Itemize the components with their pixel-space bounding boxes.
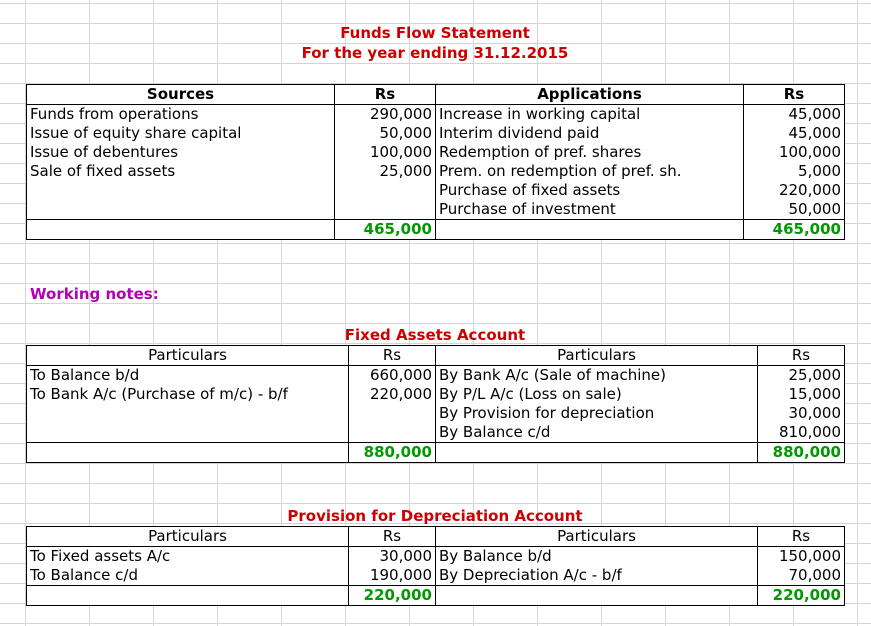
- table-row: [27, 162, 845, 181]
- table-row: [27, 566, 845, 586]
- source-amount: 100,000: [335, 143, 436, 162]
- funds-flow-table: [26, 84, 845, 240]
- application-amount: 5,000: [744, 162, 845, 181]
- table-row: [27, 547, 845, 567]
- provision-title: Provision for Depreciation Account: [287, 507, 583, 525]
- source-label: [27, 181, 335, 200]
- header-rs-right: Rs: [744, 85, 845, 105]
- debit-particular: To Balance b/d: [27, 366, 349, 386]
- debit-amount: [349, 404, 436, 423]
- debit-particular: To Bank A/c (Purchase of m/c) - b/f: [27, 385, 349, 404]
- credit-particular: By P/L A/c (Loss on sale): [436, 385, 758, 404]
- application-label: Purchase of fixed assets: [436, 181, 744, 200]
- application-label: Interim dividend paid: [436, 124, 744, 143]
- debit-particular: [27, 404, 349, 423]
- header-particulars-left: Particulars: [27, 527, 349, 547]
- application-label: Purchase of investment: [436, 200, 744, 220]
- application-amount: 100,000: [744, 143, 845, 162]
- fixed-assets-title: Fixed Assets Account: [344, 326, 526, 344]
- application-label: Prem. on redemption of pref. sh.: [436, 162, 744, 181]
- debit-particular: [27, 423, 349, 443]
- source-label: Funds from operations: [27, 105, 335, 125]
- credit-particular: By Balance c/d: [436, 423, 758, 443]
- credit-amount: 810,000: [758, 423, 845, 443]
- table-row: [27, 385, 845, 404]
- source-amount: 290,000: [335, 105, 436, 125]
- total-row: [27, 586, 845, 606]
- header-rs-left: Rs: [349, 527, 436, 547]
- total-right: 465,000: [744, 220, 845, 240]
- credit-particular: By Provision for depreciation: [436, 404, 758, 423]
- fixed-assets-table: [26, 345, 845, 463]
- credit-particular: By Balance b/d: [436, 547, 758, 567]
- application-label: Redemption of pref. shares: [436, 143, 744, 162]
- source-label: Issue of debentures: [27, 143, 335, 162]
- source-amount: [335, 181, 436, 200]
- funds-flow-title: Funds Flow Statement: [340, 24, 530, 42]
- header-particulars-left: Particulars: [27, 346, 349, 366]
- debit-particular: To Fixed assets A/c: [27, 547, 349, 567]
- table-row: [27, 105, 845, 125]
- debit-amount: 220,000: [349, 385, 436, 404]
- header-rs-right: Rs: [758, 346, 845, 366]
- table-row: [27, 423, 845, 443]
- total-right: 220,000: [758, 586, 845, 606]
- table-row: [27, 404, 845, 423]
- application-amount: 220,000: [744, 181, 845, 200]
- provision-table: [26, 526, 845, 606]
- total-row: [27, 443, 845, 463]
- source-amount: 25,000: [335, 162, 436, 181]
- credit-amount: 70,000: [758, 566, 845, 586]
- source-label: Sale of fixed assets: [27, 162, 335, 181]
- debit-amount: [349, 423, 436, 443]
- header-rs-right: Rs: [758, 527, 845, 547]
- header-sources: Sources: [27, 85, 335, 105]
- debit-amount: 190,000: [349, 566, 436, 586]
- table-header-row: [27, 346, 845, 366]
- header-rs-left: Rs: [349, 346, 436, 366]
- table-header-row: [27, 85, 845, 105]
- application-amount: 45,000: [744, 105, 845, 125]
- source-amount: [335, 200, 436, 220]
- credit-particular: By Bank A/c (Sale of machine): [436, 366, 758, 386]
- credit-amount: 150,000: [758, 547, 845, 567]
- application-amount: 50,000: [744, 200, 845, 220]
- credit-amount: 30,000: [758, 404, 845, 423]
- total-left: 220,000: [349, 586, 436, 606]
- application-label: Increase in working capital: [436, 105, 744, 125]
- debit-amount: 660,000: [349, 366, 436, 386]
- credit-amount: 15,000: [758, 385, 845, 404]
- working-notes-label: Working notes:: [30, 285, 159, 303]
- source-label: [27, 200, 335, 220]
- header-particulars-right: Particulars: [436, 346, 758, 366]
- header-particulars-right: Particulars: [436, 527, 758, 547]
- total-left: 880,000: [349, 443, 436, 463]
- total-left: 465,000: [335, 220, 436, 240]
- table-header-row: [27, 527, 845, 547]
- source-label: Issue of equity share capital: [27, 124, 335, 143]
- header-applications: Applications: [436, 85, 744, 105]
- debit-amount: 30,000: [349, 547, 436, 567]
- total-row: [27, 220, 845, 240]
- funds-flow-subtitle: For the year ending 31.12.2015: [301, 44, 569, 62]
- debit-particular: To Balance c/d: [27, 566, 349, 586]
- table-row: [27, 181, 845, 200]
- table-row: [27, 124, 845, 143]
- table-row: [27, 143, 845, 162]
- credit-amount: 25,000: [758, 366, 845, 386]
- credit-particular: By Depreciation A/c - b/f: [436, 566, 758, 586]
- table-row: [27, 200, 845, 220]
- header-rs-left: Rs: [335, 85, 436, 105]
- application-amount: 45,000: [744, 124, 845, 143]
- source-amount: 50,000: [335, 124, 436, 143]
- total-right: 880,000: [758, 443, 845, 463]
- table-row: [27, 366, 845, 386]
